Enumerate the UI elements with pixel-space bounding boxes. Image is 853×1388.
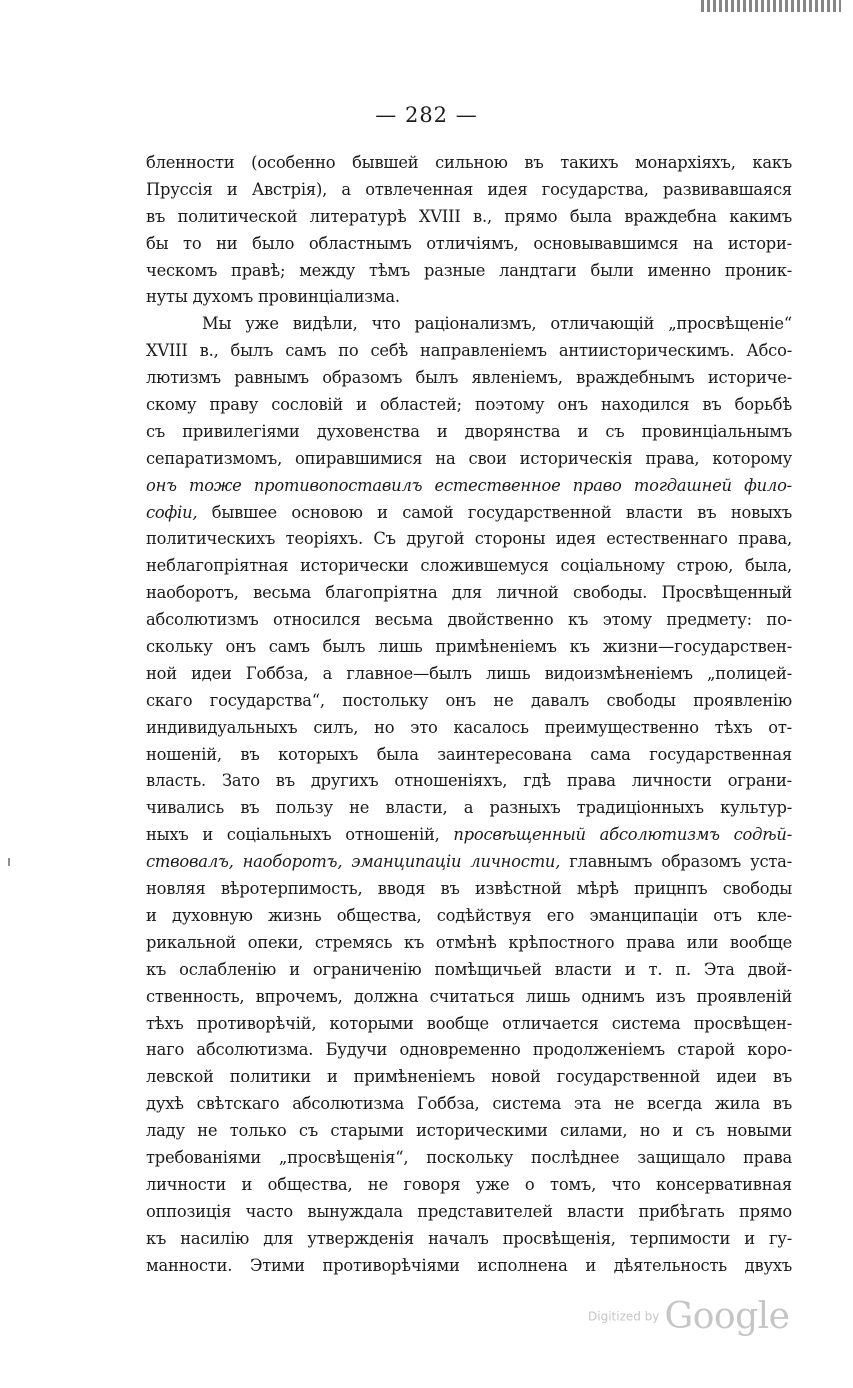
digitized-watermark (588, 1296, 789, 1337)
text-segment: XVIII в., былъ самъ по себѣ направленіемъ антиисторическимъ. Абсо- (146, 341, 792, 361)
text-segment: ладу не только съ старыми историческими силами, но и съ новыми (146, 1121, 792, 1141)
text-segment: ственность, впрочемъ, должна считаться лишь однимъ изъ проявленій (146, 986, 792, 1006)
text-segment: ной идеи Гоббза, а главное—былъ лишь видоизмѣненіемъ „полицей- (146, 663, 792, 683)
text-line (146, 258, 792, 285)
text-segment: Мы уже видѣли, что раціонализмъ, отличающій „просвѣщеніе“ (202, 314, 792, 334)
text-segment: лютизмъ равнымъ образомъ былъ явленіемъ, враждебнымъ историче- (146, 368, 792, 388)
text-segment: власть. Зато въ другихъ отношеніяхъ, гдѣ права личности ограни- (146, 771, 792, 791)
text-line (146, 876, 792, 903)
text-line (146, 500, 792, 527)
text-segment: главнымъ образомъ уста- (560, 852, 792, 872)
text-line (146, 446, 792, 473)
text-segment: оппозиція часто вынуждала представителей власти прибѣгать прямо (146, 1201, 792, 1221)
watermark-prefix: Digitized by (588, 1309, 660, 1324)
text-segment: левской политики и примѣненіемъ новой государственной идеи въ (146, 1067, 792, 1087)
text-segment: скому праву сословій и областей; поэтому онъ находился въ борьбѣ (146, 395, 792, 415)
text-segment: бы то ни было областнымъ отличіямъ, основывавшимся на истори- (146, 233, 792, 253)
text-line (146, 1011, 792, 1038)
text-segment: духѣ свѣтскаго абсолютизма Гоббза, система эта не всегда жила въ (146, 1094, 792, 1114)
text-line (146, 580, 792, 607)
text-segment: бленности (особенно бывшей сильною въ такихъ монархіяхъ, какъ (146, 153, 792, 172)
italic-text-segment: просвѣщенный абсолютизмъ содѣй- (453, 825, 792, 845)
text-line (146, 715, 792, 742)
text-segment: личности и общества, не говоря уже о томъ, что консервативная (146, 1174, 792, 1194)
text-segment: къ насилію для утвержденія началъ просвѣщенія, терпимости и гу- (146, 1228, 792, 1248)
text-segment: наоборотъ, весьма благопріятна для личной свободы. Просвѣщенный (146, 583, 792, 603)
text-line (146, 177, 792, 204)
text-segment: требованіями „просвѣщенія“, поскольку послѣднее защищало права (146, 1147, 792, 1167)
italic-text-segment: софіи, (146, 502, 198, 522)
text-segment: скаго государства“, постольку онъ не давалъ свободы проявленію (146, 690, 792, 710)
text-segment: манности. Этими противорѣчіями исполнена и дѣятельность двухъ (146, 1255, 792, 1275)
text-segment: скольку онъ самъ былъ лишь примѣненіемъ къ жизни—государствен- (146, 637, 792, 657)
text-line (146, 930, 792, 957)
text-segment: ныхъ и соціальныхъ отношеній, (146, 825, 454, 845)
text-segment: и духовную жизнь общества, содѣйствуя его эманципаціи отъ кле- (146, 905, 792, 925)
text-line (146, 526, 792, 553)
text-line (146, 688, 792, 715)
italic-text-segment: ствовалъ, наоборотъ, эманципаціи личности, (146, 852, 561, 872)
text-line (146, 1037, 792, 1064)
text-line (146, 419, 792, 446)
text-line (146, 795, 792, 822)
text-line (146, 1118, 792, 1145)
text-line (146, 1253, 792, 1280)
text-line (146, 849, 792, 876)
body-text (146, 150, 792, 1279)
text-segment: индивидуальныхъ силъ, но это касалось преимущественно тѣхъ от- (146, 717, 792, 737)
text-segment: неблагопріятная исторически сложившемуся соціальному строю, была, (146, 556, 792, 576)
text-line (146, 822, 792, 849)
text-segment: политическихъ теоріяхъ. Съ другой стороны идея естественнаго права, (146, 529, 792, 549)
text-line (146, 1226, 792, 1253)
text-line (146, 768, 792, 795)
italic-text-segment: онъ тоже противопоставилъ естественное право тогдашней фило- (146, 475, 792, 495)
text-segment: съ привилегіями духовенства и дворянства и съ провинціальнымъ (146, 421, 792, 441)
text-line (146, 661, 792, 688)
text-line (146, 311, 792, 338)
text-segment: рикальной опеки, стремясь къ отмѣнѣ крѣпостного права или вообще (146, 932, 792, 952)
text-line (146, 1091, 792, 1118)
text-segment: бывшее основою и самой государственной власти въ новыхъ (197, 502, 792, 522)
text-line (146, 1064, 792, 1091)
text-line (146, 903, 792, 930)
text-line (146, 473, 792, 500)
text-segment: въ политической литературѣ XVIII в., прямо была враждебна какимъ (146, 206, 792, 226)
text-segment: къ ослабленію и ограниченію помѣщичьей власти и т. п. Эта двой- (146, 959, 792, 979)
text-line (146, 1199, 792, 1226)
text-line (146, 150, 792, 177)
text-line (146, 634, 792, 661)
text-line (146, 338, 792, 365)
text-line (146, 204, 792, 231)
text-segment: новляя вѣротерпимость, вводя въ извѣстной мѣрѣ прицнпъ свободы (146, 879, 792, 899)
text-line (146, 607, 792, 634)
text-segment: тѣхъ противорѣчій, которыми вообще отличается система просвѣщен- (146, 1013, 792, 1033)
text-line (146, 1172, 792, 1199)
text-line (146, 365, 792, 392)
text-line (146, 284, 792, 311)
text-line (146, 742, 792, 769)
page-number: — 282 — (375, 103, 478, 127)
text-line (146, 1145, 792, 1172)
text-line (146, 984, 792, 1011)
text-line (146, 231, 792, 258)
text-segment: ношеній, въ которыхъ была заинтересована сама государственная (146, 744, 792, 764)
text-line (146, 553, 792, 580)
text-line (146, 957, 792, 984)
text-segment: нуты духомъ провинціализма. (146, 287, 400, 307)
text-line (146, 392, 792, 419)
text-segment: ческомъ правѣ; между тѣмъ разные ландтаги были именно проник- (146, 260, 792, 280)
text-segment: наго абсолютизма. Будучи одновременно продолженіемъ старой коро- (146, 1040, 792, 1060)
text-segment: сепаратизмомъ, опиравшимися на свои историческія права, которому (146, 448, 792, 468)
edge-scan-marks (701, 0, 841, 12)
text-segment: абсолютизмъ относился весьма двойственно къ этому предмету: по- (146, 610, 792, 630)
text-segment: чивались въ пользу не власти, а разныхъ традиціонныхъ культур- (146, 798, 792, 818)
scan-speck (8, 858, 10, 866)
text-segment: Пруссія и Австрія), а отвлеченная идея государства, развивавшаяся (146, 179, 792, 199)
watermark-brand: Google (664, 1296, 790, 1337)
